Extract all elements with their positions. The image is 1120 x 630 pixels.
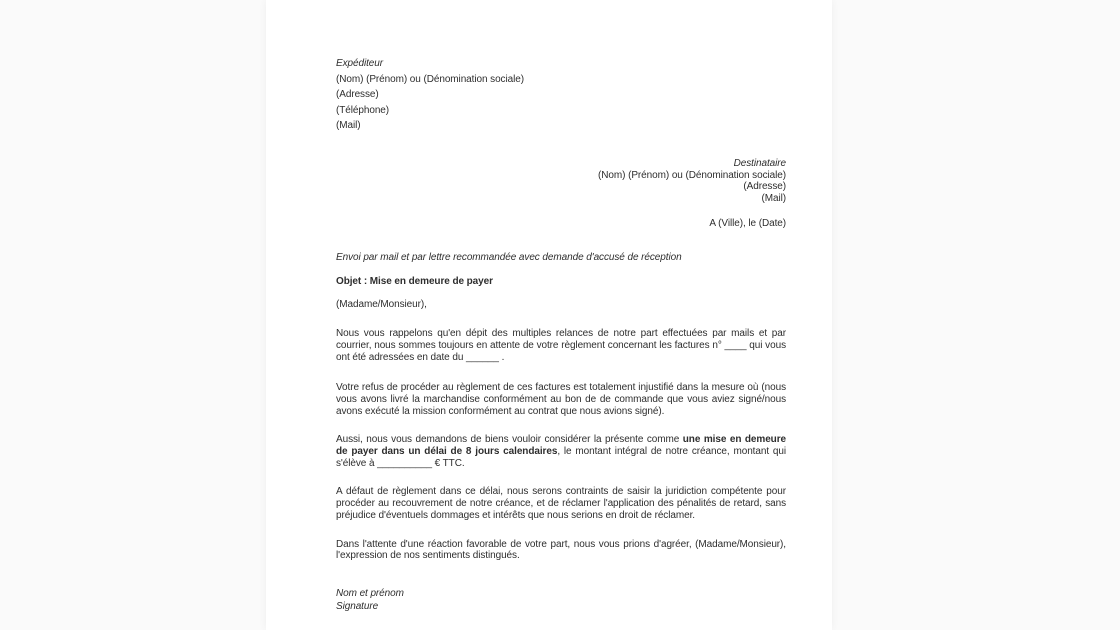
- salutation: (Madame/Monsieur),: [336, 299, 427, 311]
- sender-address-line: (Adresse): [336, 89, 379, 101]
- sender-phone-line: (Téléphone): [336, 104, 390, 116]
- place-date-line: A (Ville), le (Date): [709, 218, 786, 230]
- demand-text-before: Aussi, nous vous demandons de biens vouloir considérer la présente comme: [336, 434, 683, 446]
- letter-page: [266, 0, 832, 630]
- recipient-mail-line: (Mail): [761, 192, 786, 204]
- paragraph-legal-consequences: A défaut de règlement dans ce délai, nous serons contraints de saisir la juridiction compétente pour procéder au recouvrement de notre créance, et de réclamer l'application des pénalités de retard, sans préjudice d'éventuels dommages et intérêts que nous serions en droit de réclamer.: [336, 486, 786, 521]
- sender-mail-line: (Mail): [336, 120, 361, 132]
- sender-label: Expéditeur: [336, 58, 384, 69]
- signature-block: [336, 587, 786, 613]
- paragraph-closing-formula: Dans l'attente d'une réaction favorable de votre part, nous vous prions d'agréer, (Madame/Monsieur), l'expression de nos sentiments distingués.: [336, 538, 786, 562]
- demand-text-bold: une mise en demeure de payer dans un délai de 8 jours calendaires: [336, 434, 787, 458]
- sender-block: [336, 56, 786, 134]
- recipient-name-line: (Nom) (Prénom) ou (Dénomination sociale): [598, 169, 786, 181]
- demand-text-after: , le montant intégral de notre créance, montant qui s'élève à __________ € TTC.: [336, 446, 786, 469]
- signature-name-line: Nom et prénom: [336, 588, 404, 599]
- signature-label-line: Signature: [336, 601, 379, 612]
- recipient-label: Destinataire: [733, 157, 786, 169]
- delivery-note: Envoi par mail et par lettre recommandée avec demande d'accusé de réception: [336, 252, 682, 264]
- recipient-address-line: (Adresse): [743, 181, 786, 193]
- letter-content: [336, 0, 786, 613]
- paragraph-payment-reminder: Nous vous rappelons qu'en dépit des multiples relances de notre part effectuées par mails et par courrier, nous sommes toujours en attente de votre règlement concernant les factures n° ____ qui vous ont été adressées en date du ______ .: [336, 328, 786, 363]
- recipient-block: [336, 158, 786, 204]
- paragraph-formal-demand: [336, 434, 786, 469]
- paragraph-refusal-unjustified: Votre refus de procéder au règlement de ces factures est totalement injustifié dans la mesure où (nous vous avons livré la marchandise conformément au bon de de commande que vous aviez signé/nous avons exécuté la mission conformément au contrat que nous avions signé).: [336, 382, 786, 417]
- sender-name-line: (Nom) (Prénom) ou (Dénomination sociale): [336, 73, 524, 85]
- subject-line: Objet : Mise en demeure de payer: [336, 275, 493, 287]
